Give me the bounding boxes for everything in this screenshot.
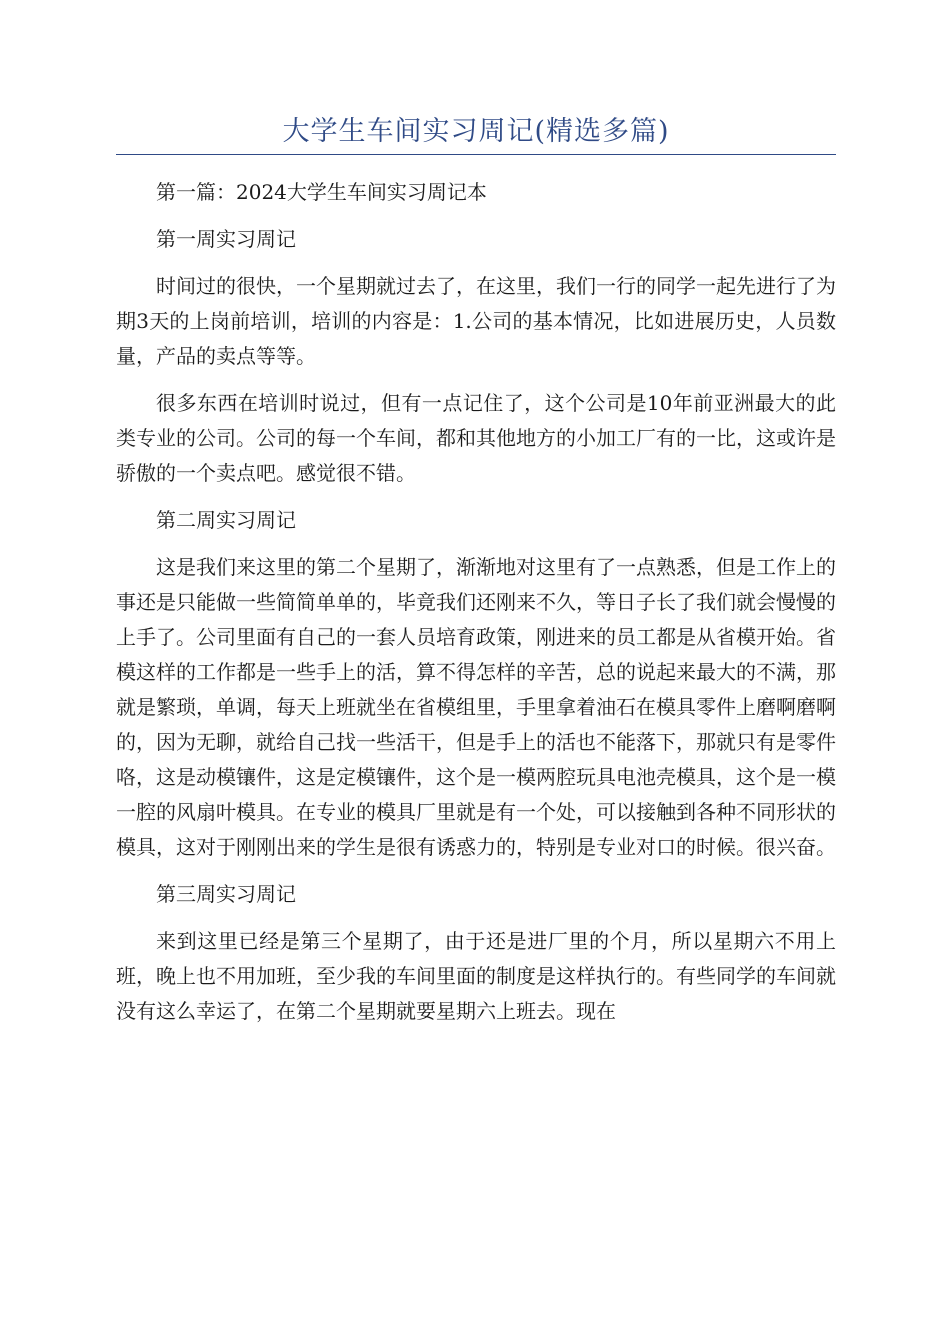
week1-paragraph-2: 很多东西在培训时说过，但有一点记住了，这个公司是10年前亚洲最大的此类专业的公司。公司的每一个车间，都和其他地方的小加工厂有的一比，这或许是骄傲的一个卖点吧。感觉很不错。	[116, 391, 836, 485]
week1-paragraph-1: 时间过的很快，一个星期就过去了，在这里，我们一行的同学一起先进行了为期3天的上岗前培训，培训的内容是：1.公司的基本情况，比如进展历史，人员数量，产品的卖点等等。	[116, 274, 836, 368]
week3-heading: 第三周实习周记	[156, 882, 296, 906]
week3-paragraph-1: 来到这里已经是第三个星期了，由于还是进厂里的个月，所以星期六不用上班，晚上也不用加班，至少我的车间里面的制度是这样执行的。有些同学的车间就没有这么幸运了，在第二个星期就要星期六上班去。现在	[116, 929, 836, 1023]
week2-heading: 第二周实习周记	[156, 508, 296, 532]
week1-heading: 第一周实习周记	[156, 227, 296, 251]
document-title: 大学生车间实习周记(精选多篇)	[282, 116, 670, 147]
week2-paragraph-1: 这是我们来这里的第二个星期了，渐渐地对这里有了一点熟悉，但是工作上的事还是只能做一些简简单单的，毕竟我们还刚来不久，等日子长了我们就会慢慢的上手了。公司里面有自己的一套人员培育政策，刚进来的员工都是从省模开始。省模这样的工作都是一些手上的活，算不得怎样的辛苦，总的说起来最大的不满，那就是繁琐，单调，每天上班就坐在省模组里，手里拿着油石在模具零件上磨啊磨啊的，因为无聊，就给自己找一些活干，但是手上的活也不能落下，那就只有是零件咯，这是动模镶件，这是定模镶件，这个是一模两腔玩具电池壳模具，这个是一模一腔的风扇叶模具。在专业的模具厂里就是有一个处，可以接触到各种不同形状的模具，这对于刚刚出来的学生是很有诱惑力的，特别是专业对口的时候。很兴奋。	[116, 555, 836, 859]
part-heading: 第一篇：2024大学生车间实习周记本	[156, 180, 487, 204]
document-body	[116, 175, 836, 1029]
title-underline	[116, 154, 836, 155]
document-page	[116, 112, 836, 1041]
